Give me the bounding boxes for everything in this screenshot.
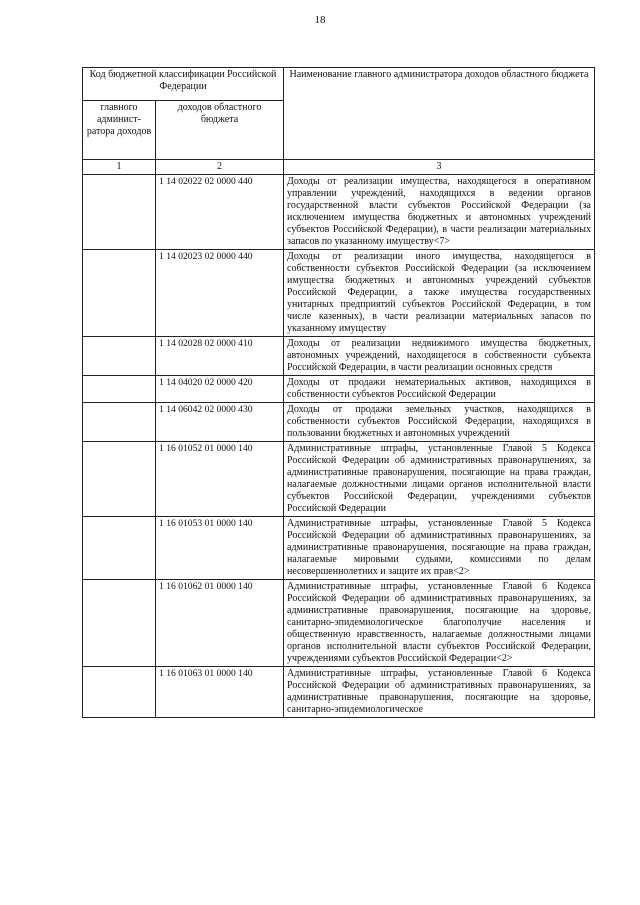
income-code-cell: 1 14 02028 02 0000 410 [156,337,284,376]
income-code-cell: 1 16 01053 01 0000 140 [156,517,284,580]
table-row [83,376,595,403]
income-code-cell: 1 14 06042 02 0000 430 [156,403,284,442]
admin-code-cell [83,667,156,718]
income-name-cell: Доходы от реализации недвижимого имущества бюджетных, автономных учреждений, находящегося в собственности субъекта Российской Федерации, в части реализации основных средств [284,337,595,376]
header-name: Наименование главного администратора доходов областного бюджета [284,68,595,160]
admin-code-cell [83,376,156,403]
admin-code-cell [83,403,156,442]
income-name-cell: Административные штрафы, установленные Главой 5 Кодекса Российской Федерации об административных правонарушениях, за административные правонарушения, посягающие на права граждан, налагаемые мировыми судьями, комиссиями по делам несовершеннолетних и защите их прав<2> [284,517,595,580]
income-name-cell: Доходы от продажи земельных участков, находящихся в собственности субъектов Российской Федерации, находящихся в пользовании бюджетных и автономных учреждений [284,403,595,442]
table-row [83,580,595,667]
income-name-cell: Доходы от продажи нематериальных активов, находящихся в собственности субъектов Российской Федерации [284,376,595,403]
header-income: доходов областного бюджета [156,101,284,160]
income-code-cell: 1 14 04020 02 0000 420 [156,376,284,403]
admin-code-cell [83,442,156,517]
income-code-cell: 1 16 01052 01 0000 140 [156,442,284,517]
table-row [83,517,595,580]
column-number-row [83,160,595,175]
page-number: 18 [314,14,326,26]
income-code-cell: 1 16 01062 01 0000 140 [156,580,284,667]
header-group: Код бюджетной классификации Российской Федерации [83,68,284,101]
table-row [83,250,595,337]
income-name-cell: Административные штрафы, установленные Главой 6 Кодекса Российской Федерации об административных правонарушениях, за административные правонарушения, посягающие на здоровье, санитарно-эпидемиологическое [284,667,595,718]
admin-code-cell [83,580,156,667]
income-code-cell: 1 14 02022 02 0000 440 [156,175,284,250]
admin-code-cell [83,517,156,580]
income-name-cell: Доходы от реализации иного имущества, находящегося в собственности субъектов Российской Федерации (за исключением имущества бюджетных и автономных учреждений субъектов Российской Федерации, а также имущества государственных унитарных предприятий субъектов Российской Федерации, в том числе казенных), в части реализации материальных запасов по указанному имуществу [284,250,595,337]
admin-code-cell [83,175,156,250]
budget-classification-table [82,67,595,718]
column-number: 1 [83,160,156,175]
column-number: 3 [284,160,595,175]
income-name-cell: Административные штрафы, установленные Главой 5 Кодекса Российской Федерации об административных правонарушениях, за административные правонарушения, посягающие на права граждан, налагаемые должностными лицами органов исполнительной власти субъектов Российской Федерации, учреждениями субъектов Российской Федерации [284,442,595,517]
income-code-cell: 1 16 01063 01 0000 140 [156,667,284,718]
table-row [83,403,595,442]
income-name-cell: Доходы от реализации имущества, находящегося в оперативном управлении учреждений, находящихся в ведении органов государственной власти субъектов Российской Федерации (за исключением имущества бюджетных и автономных учреждений субъектов Российской Федерации), в части реализации материальных запасов по указанному имуществу<7> [284,175,595,250]
header-admin: главного админист-ратора доходов [83,101,156,160]
header-row-top [83,68,595,101]
table-row [83,442,595,517]
table-row [83,337,595,376]
table-row [83,175,595,250]
admin-code-cell [83,337,156,376]
table-row [83,667,595,718]
column-number: 2 [156,160,284,175]
income-code-cell: 1 14 02023 02 0000 440 [156,250,284,337]
income-name-cell: Административные штрафы, установленные Главой 6 Кодекса Российской Федерации об административных правонарушениях, за административные правонарушения, посягающие на здоровье, санитарно-эпидемиологическое благополучие населения и общественную нравственность, налагаемые должностными лицами органов исполнительной власти субъектов Российской Федерации, учреждениями субъектов Российской Федерации<2> [284,580,595,667]
admin-code-cell [83,250,156,337]
